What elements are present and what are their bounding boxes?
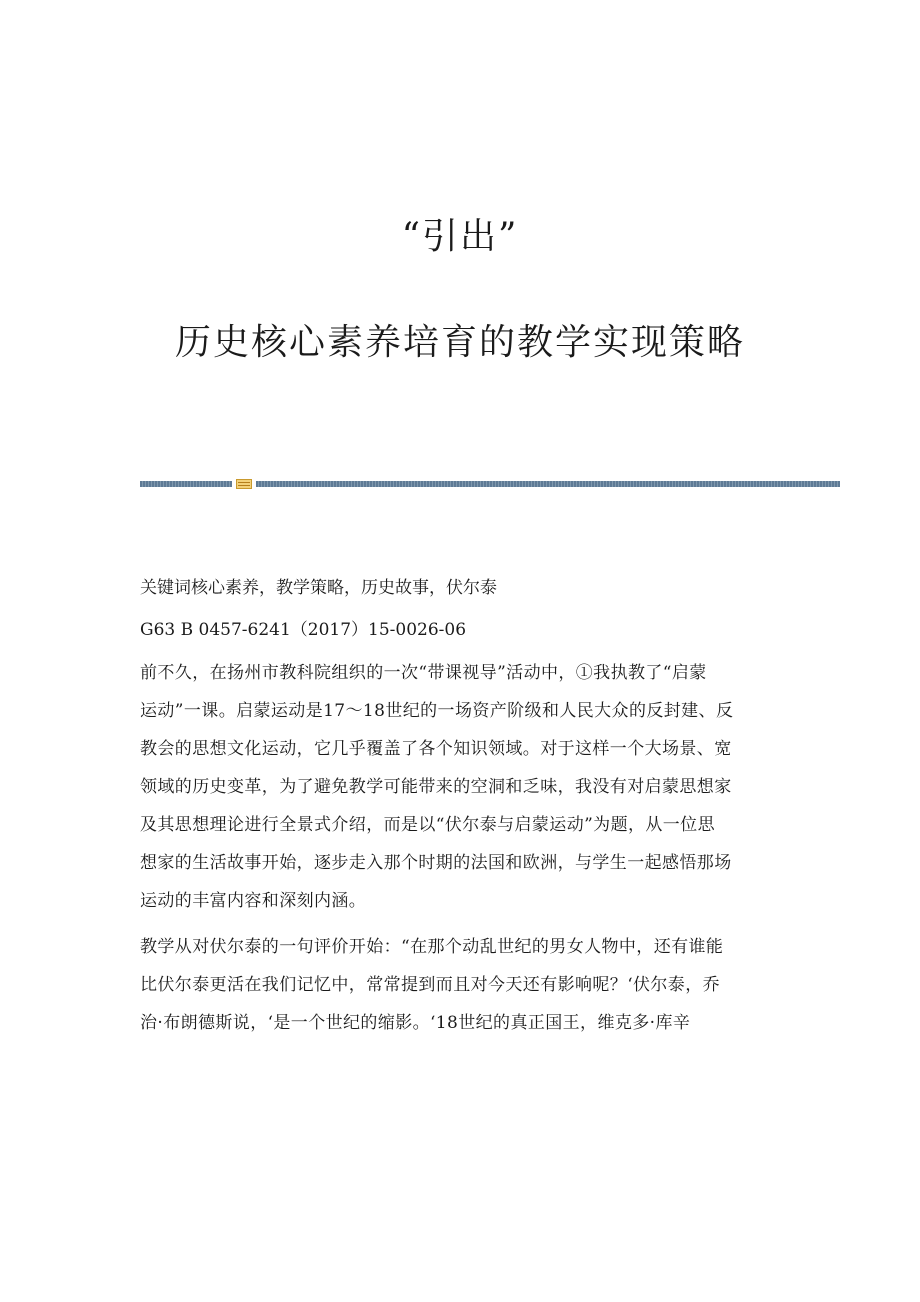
document-title-line-1: “引出” xyxy=(401,216,519,257)
paragraph-line: 比伏尔泰更活在我们记忆中，常常提到而且对今天还有影响呢？‘伏尔泰，乔 xyxy=(140,975,721,995)
paragraph xyxy=(140,654,780,920)
document-title-line-2: 历史核心素养培育的教学实现策略 xyxy=(174,322,745,363)
paragraph-line: 教会的思想文化运动，它几乎覆盖了各个知识领域。对于这样一个大场景、宽 xyxy=(140,739,732,759)
document-body xyxy=(140,570,780,1050)
paragraph-line: 运动的丰富内容和深刻内涵。 xyxy=(140,891,367,911)
divider-bar-right xyxy=(256,481,840,487)
paragraph-line: 前不久，在扬州市教科院组织的一次“带课视导”活动中，①我执教了“启蒙 xyxy=(140,663,707,683)
paragraph-line: 想家的生活故事开始，逐步走入那个时期的法国和欧洲，与学生一起感悟那场 xyxy=(140,853,732,873)
divider-ornament-icon xyxy=(236,478,252,490)
paragraph-line: 教学从对伏尔泰的一句评价开始：“在那个动乱世纪的男女人物中，还有谁能 xyxy=(140,937,724,957)
paragraph-line: 治·布朗德斯说，‘是一个世纪的缩影。‘18世纪的真正国王，维克多·库辛 xyxy=(140,1013,691,1033)
classification-line: G63 B 0457-6241（2017）15-0026-06 xyxy=(140,620,467,640)
paragraph-line: 及其思想理论进行全景式介绍，而是以“伏尔泰与启蒙运动”为题，从一位思 xyxy=(140,815,715,835)
keywords-line: 关键词核心素养，教学策略，历史故事，伏尔泰 xyxy=(140,578,497,598)
title-divider xyxy=(140,478,840,490)
paragraph-line: 领域的历史变革，为了避免教学可能带来的空洞和乏味，我没有对启蒙思想家 xyxy=(140,777,732,797)
paragraph-line: 运动”一课。启蒙运动是17～18世纪的一场资产阶级和人民大众的反封建、反 xyxy=(140,701,734,721)
divider-bar-left xyxy=(140,481,232,487)
paragraph xyxy=(140,928,780,1042)
